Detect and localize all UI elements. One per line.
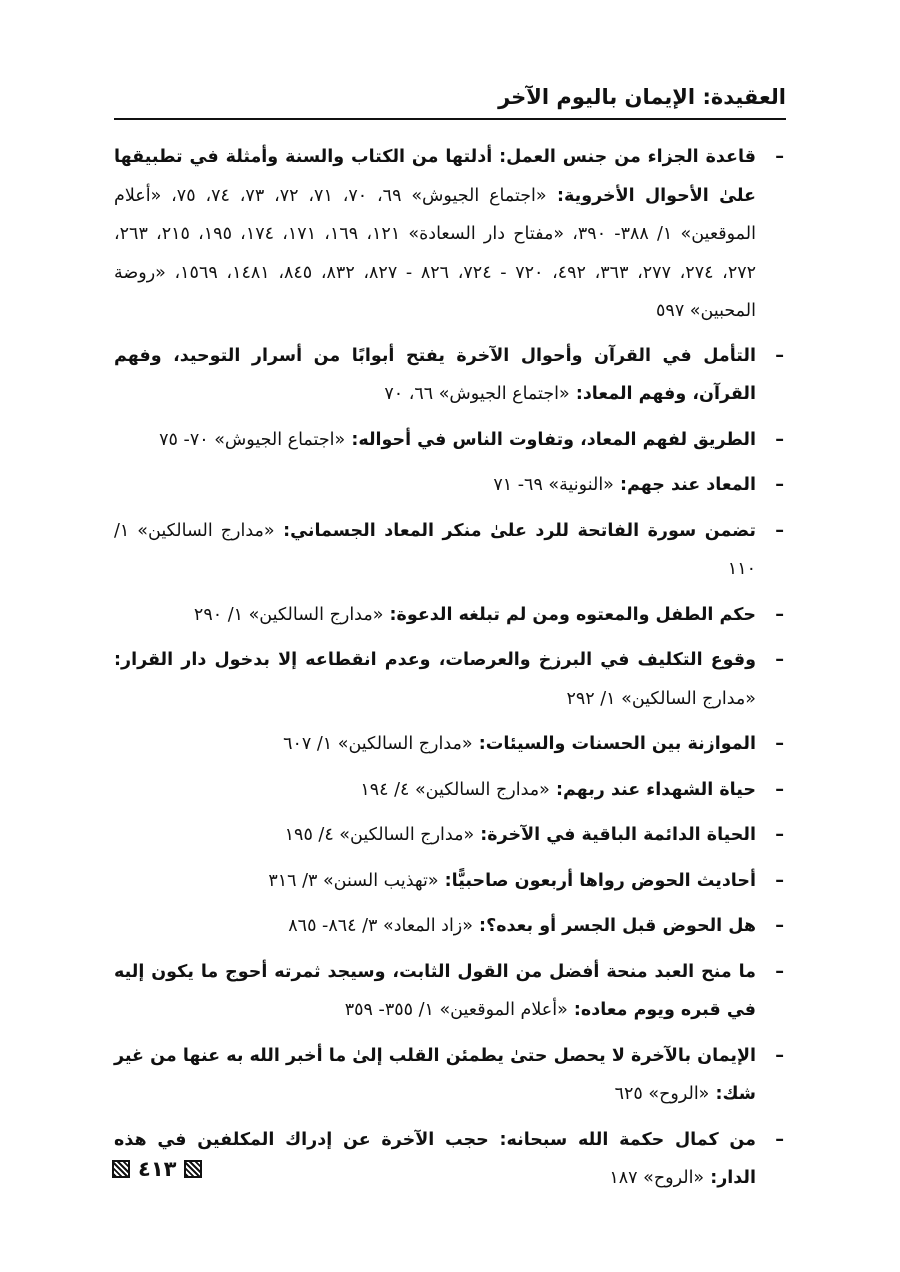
header-rule (114, 118, 786, 120)
index-entry: – هل الحوض قبل الجسر أو بعده؟: «زاد المعاد» ٣/ ٨٦٤- ٨٦٥ (114, 907, 786, 946)
bullet-dash: – (775, 1045, 784, 1066)
page-number: ٤١٣ (138, 1157, 177, 1181)
entry-topic: الإيمان بالآخرة لا يحصل حتىٰ يطمئن القلب إلىٰ ما أخبر الله به عنها من غير شك (114, 1045, 756, 1104)
index-entry: – الموازنة بين الحسنات والسيئات: «مدارج السالكين» ١/ ٦٠٧ (114, 725, 786, 764)
entry-reference: «مدارج السالكين» ١/ ٢٩٢ (566, 688, 756, 709)
entry-reference: «زاد المعاد» ٣/ ٨٦٤- ٨٦٥ (288, 916, 473, 936)
entry-topic: وقوع التكليف في البرزخ والعرصات، وعدم انقطاعه إلا بدخول دار القرار (121, 650, 756, 670)
index-entry: – حكم الطفل والمعتوه ومن لم تبلغه الدعوة: «مدارج السالكين» ١/ ٢٩٠ (114, 596, 786, 635)
bullet-dash: – (775, 734, 784, 754)
page-title: العقيدة: الإيمان باليوم الآخر (498, 85, 786, 109)
entry-topic: حكم الطفل والمعتوه ومن لم تبلغه الدعوة (396, 604, 756, 625)
entry-reference: «النونية» ٦٩- ٧١ (493, 475, 614, 495)
ornament-right-icon (184, 1160, 202, 1178)
entry-topic: التأمل في القرآن وأحوال الآخرة يفتح أبوابًا من أسرار التوحيد، وفهم القرآن، وفهم المعاد (114, 345, 756, 404)
entry-reference: «مدارج السالكين» ١/ ١١٠ (114, 520, 756, 579)
entry-topic: الحياة الدائمة الباقية في الآخرة (487, 825, 756, 845)
entry-reference: «مدارج السالكين» ١/ ٦٠٧ (283, 734, 473, 754)
entry-reference: «مدارج السالكين» ٤/ ١٩٤ (360, 779, 550, 800)
ornament-left-icon (112, 1160, 130, 1178)
bullet-dash: – (775, 825, 784, 845)
index-entry: – التأمل في القرآن وأحوال الآخرة يفتح أبوابًا من أسرار التوحيد، وفهم القرآن، وفهم المعاد: «اجتماع الجيوش» ٦٦، ٧٠ (114, 337, 786, 414)
entry-topic: الموازنة بين الحسنات والسيئات (485, 734, 756, 754)
index-entry: – حياة الشهداء عند ربهم: «مدارج السالكين» ٤/ ١٩٤ (114, 771, 786, 810)
index-entry: – ما منح العبد منحة أفضل من القول الثابت، وسيجد ثمرته أحوج ما يكون إليه في قبره ويوم معاده: «أعلام الموقعين» ١/ ٣٥٥- ٣٥٩ (114, 953, 786, 1030)
index-entry: – الطريق لفهم المعاد، وتفاوت الناس في أحواله: «اجتماع الجيوش» ٧٠- ٧٥ (114, 421, 786, 460)
index-entry: – وقوع التكليف في البرزخ والعرصات، وعدم انقطاعه إلا بدخول دار القرار: «مدارج السالكين» ١/ ٢٩٢ (114, 641, 786, 718)
bullet-dash: – (775, 475, 784, 495)
entry-topic: قاعدة الجزاء من جنس العمل: أدلتها من الكتاب والسنة وأمثلة في تطبيقها علىٰ الأحوال الأخروية (114, 147, 756, 206)
bullet-dash: – (775, 779, 784, 800)
running-header (114, 82, 786, 112)
bullet-dash: – (775, 961, 784, 982)
bullet-dash: – (775, 429, 784, 450)
index-entry: – الحياة الدائمة الباقية في الآخرة: «مدارج السالكين» ٤/ ١٩٥ (114, 816, 786, 855)
index-entry: – الإيمان بالآخرة لا يحصل حتىٰ يطمئن القلب إلىٰ ما أخبر الله به عنها من غير شك: «الروح» ٦٢٥ (114, 1037, 786, 1114)
entry-reference: «الروح» ٦٢٥ (614, 1084, 710, 1104)
bullet-dash: – (775, 147, 784, 167)
entry-reference: «اجتماع الجيوش» ٦٩، ٧٠، ٧١، ٧٢، ٧٣، ٧٤، ٧٥، «أعلام الموقعين» ١/ ٣٨٨- ٣٩٠، «مفتاح دار السعادة» ١٢١، ١٦٩، ١٧١، ١٧٤، ١٩٥، ٢١٥، ٢٦٣، ٢٧٢، ٢٧٤، ٢٧٧، ٣٦٣، ٤٩٢، ٧٢٠ - ٧٢٤، ٨٢٦ - ٨٢٧، ٨٣٢، ٨٤٥، ١٤٨١، ١٥٦٩، «روضة المحبين» ٥٩٧ (114, 185, 757, 321)
entry-reference: «تهذيب السنن» ٣/ ٣١٦ (268, 870, 439, 891)
entry-topic: أحاديث الحوض رواها أربعون صاحبيًّا (451, 870, 756, 891)
bullet-dash: – (775, 1129, 784, 1150)
bullet-dash: – (775, 604, 784, 625)
entry-reference: «اجتماع الجيوش» ٦٦، ٧٠ (384, 384, 570, 404)
index-entry: – قاعدة الجزاء من جنس العمل: أدلتها من الكتاب والسنة وأمثلة في تطبيقها علىٰ الأحوال الأخروية: «اجتماع الجيوش» ٦٩، ٧٠، ٧١، ٧٢، ٧٣، ٧٤، ٧٥، «أعلام الموقعين» ١/ ٣٨٨- ٣٩٠، «مفتاح دار السعادة» ١٢١، ١٦٩، ١٧١، ١٧٤، ١٩٥، ٢١٥، ٢٦٣، ٢٧٢، ٢٧٤، ٢٧٧، ٣٦٣، ٤٩٢، ٧٢٠ - ٧٢٤، ٨٢٦ - ٨٢٧، ٨٣٢، ٨٤٥، ١٤٨١، ١٥٦٩، «روضة المحبين» ٥٩٧ (114, 138, 786, 331)
entry-reference: «مدارج السالكين» ١/ ٢٩٠ (193, 604, 384, 625)
bullet-dash: – (775, 520, 784, 541)
bullet-dash: – (775, 650, 784, 670)
entry-reference: «اجتماع الجيوش» ٧٠- ٧٥ (159, 429, 346, 450)
entry-topic: ما منح العبد منحة أفضل من القول الثابت، وسيجد ثمرته أحوج ما يكون إليه في قبره ويوم معاده (114, 961, 756, 1020)
entry-reference: «أعلام الموقعين» ١/ ٣٥٥- ٣٥٩ (344, 1000, 568, 1020)
index-entry: – المعاد عند جهم: «النونية» ٦٩- ٧١ (114, 466, 786, 505)
index-entry: – من كمال حكمة الله سبحانه: حجب الآخرة عن إدراك المكلفين في هذه الدار: «الروح» ١٨٧ (114, 1121, 786, 1198)
bullet-dash: – (775, 870, 784, 891)
entry-topic: تضمن سورة الفاتحة للرد علىٰ منكر المعاد الجسماني (290, 520, 757, 541)
index-entry: – تضمن سورة الفاتحة للرد علىٰ منكر المعاد الجسماني: «مدارج السالكين» ١/ ١١٠ (114, 512, 786, 589)
entry-reference: «الروح» ١٨٧ (609, 1168, 705, 1188)
bullet-dash: – (775, 345, 784, 366)
index-entries (114, 138, 786, 1205)
index-entry: – أحاديث الحوض رواها أربعون صاحبيًّا: «تهذيب السنن» ٣/ ٣١٦ (114, 862, 786, 901)
entry-topic: من كمال حكمة الله سبحانه: حجب الآخرة عن إدراك المكلفين في هذه الدار (114, 1129, 756, 1188)
entry-topic: هل الحوض قبل الجسر أو بعده؟ (486, 916, 756, 936)
entry-topic: المعاد عند جهم (626, 475, 756, 495)
bullet-dash: – (775, 916, 784, 936)
entry-reference: «مدارج السالكين» ٤/ ١٩٥ (284, 825, 475, 845)
entry-topic: حياة الشهداء عند ربهم (562, 779, 756, 800)
entry-topic: الطريق لفهم المعاد، وتفاوت الناس في أحواله (358, 429, 756, 450)
page-footer (112, 1154, 202, 1184)
